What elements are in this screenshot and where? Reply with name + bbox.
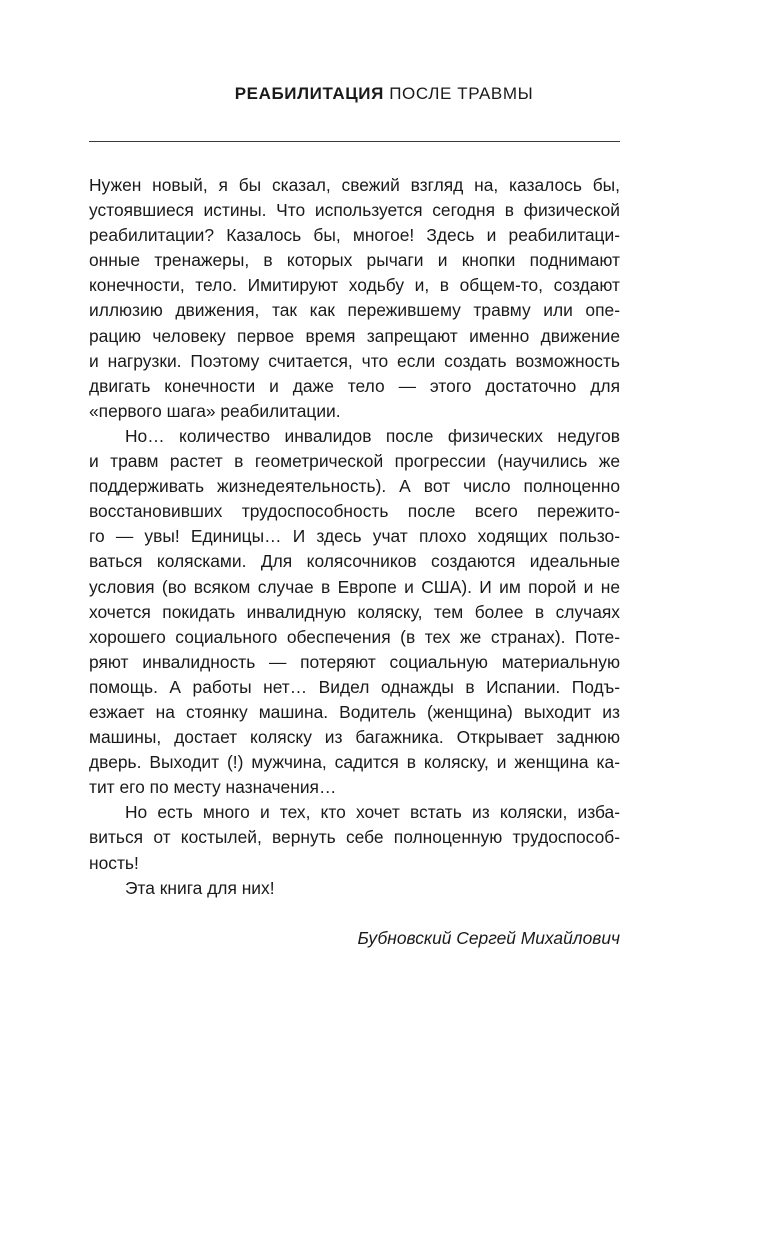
- text-line: иллюзию движения, так как пережившему травму или опе-: [89, 300, 620, 321]
- author-signature: Бубновский Сергей Михайлович: [357, 928, 620, 948]
- text-line: рацию человеку первое время запрещают именно движение: [89, 325, 620, 346]
- header-divider: [89, 141, 620, 142]
- text-line: ряют инвалидность — потеряют социальную материальную: [89, 651, 620, 672]
- text-line: и нагрузки. Поэтому считается, что если создать возможность: [89, 350, 620, 371]
- body-text: [89, 173, 620, 901]
- text-line: устоявшиеся истины. Что используется сегодня в физической: [89, 200, 620, 221]
- paragraph-3: [89, 800, 620, 875]
- running-header-bold: РЕАБИЛИТАЦИЯ: [234, 84, 384, 103]
- text-line: хорошего социального обеспечения (в тех же странах). Поте-: [89, 626, 620, 647]
- text-line: и травм растет в геометрической прогрессии (научились же: [89, 451, 620, 472]
- paragraph-4: [89, 876, 620, 901]
- text-line: тит его по месту назначения…: [89, 777, 337, 798]
- text-line: Эта книга для них!: [125, 877, 275, 898]
- text-line: машины, достает коляску из багажника. Открывает заднюю: [89, 727, 620, 748]
- text-line: восстановивших трудоспособность после всего пережито-: [89, 501, 620, 522]
- text-line: дверь. Выходит (!) мужчина, садится в коляску, и женщина ка-: [89, 752, 620, 773]
- text-line: хочется покидать инвалидную коляску, тем более в случаях: [89, 601, 620, 622]
- text-line: онные тренажеры, в которых рычаги и кнопки поднимают: [89, 250, 620, 271]
- text-line: виться от костылей, вернуть себе полноценную трудоспособ-: [89, 827, 620, 848]
- text-line: ваться колясками. Для колясочников создаются идеальные: [89, 551, 620, 572]
- text-line: конечности, тело. Имитируют ходьбу и, в общем-то, создают: [89, 275, 620, 296]
- text-line: Нужен новый, я бы сказал, свежий взгляд на, казалось бы,: [89, 175, 620, 195]
- running-header-rest: ПОСЛЕ ТРАВМЫ: [389, 84, 534, 103]
- text-line: Но… количество инвалидов после физических недугов: [125, 425, 620, 446]
- text-line: Но есть много и тех, кто хочет встать из коляски, изба-: [125, 802, 620, 823]
- text-line: го — увы! Единицы… И здесь учат плохо ходящих пользо-: [89, 526, 620, 547]
- paragraph-2: [89, 424, 620, 800]
- paragraph-1: [89, 173, 620, 424]
- text-line: реабилитации? Казалось бы, многое! Здесь и реабилитаци-: [89, 225, 620, 246]
- text-line: «первого шага» реабилитации.: [89, 400, 341, 421]
- text-line: поддерживать жизнедеятельность). А вот число полноценно: [89, 476, 620, 497]
- text-line: ность!: [89, 852, 139, 873]
- text-line: езжает на стоянку машина. Водитель (женщина) выходит из: [89, 701, 620, 722]
- text-line: двигать конечности и даже тело — этого достаточно для: [89, 375, 620, 396]
- running-header: [0, 84, 768, 104]
- text-line: условия (во всяком случае в Европе и США). И им порой и не: [89, 576, 620, 597]
- text-line: помощь. А работы нет… Видел однажды в Испании. Подъ-: [89, 676, 620, 697]
